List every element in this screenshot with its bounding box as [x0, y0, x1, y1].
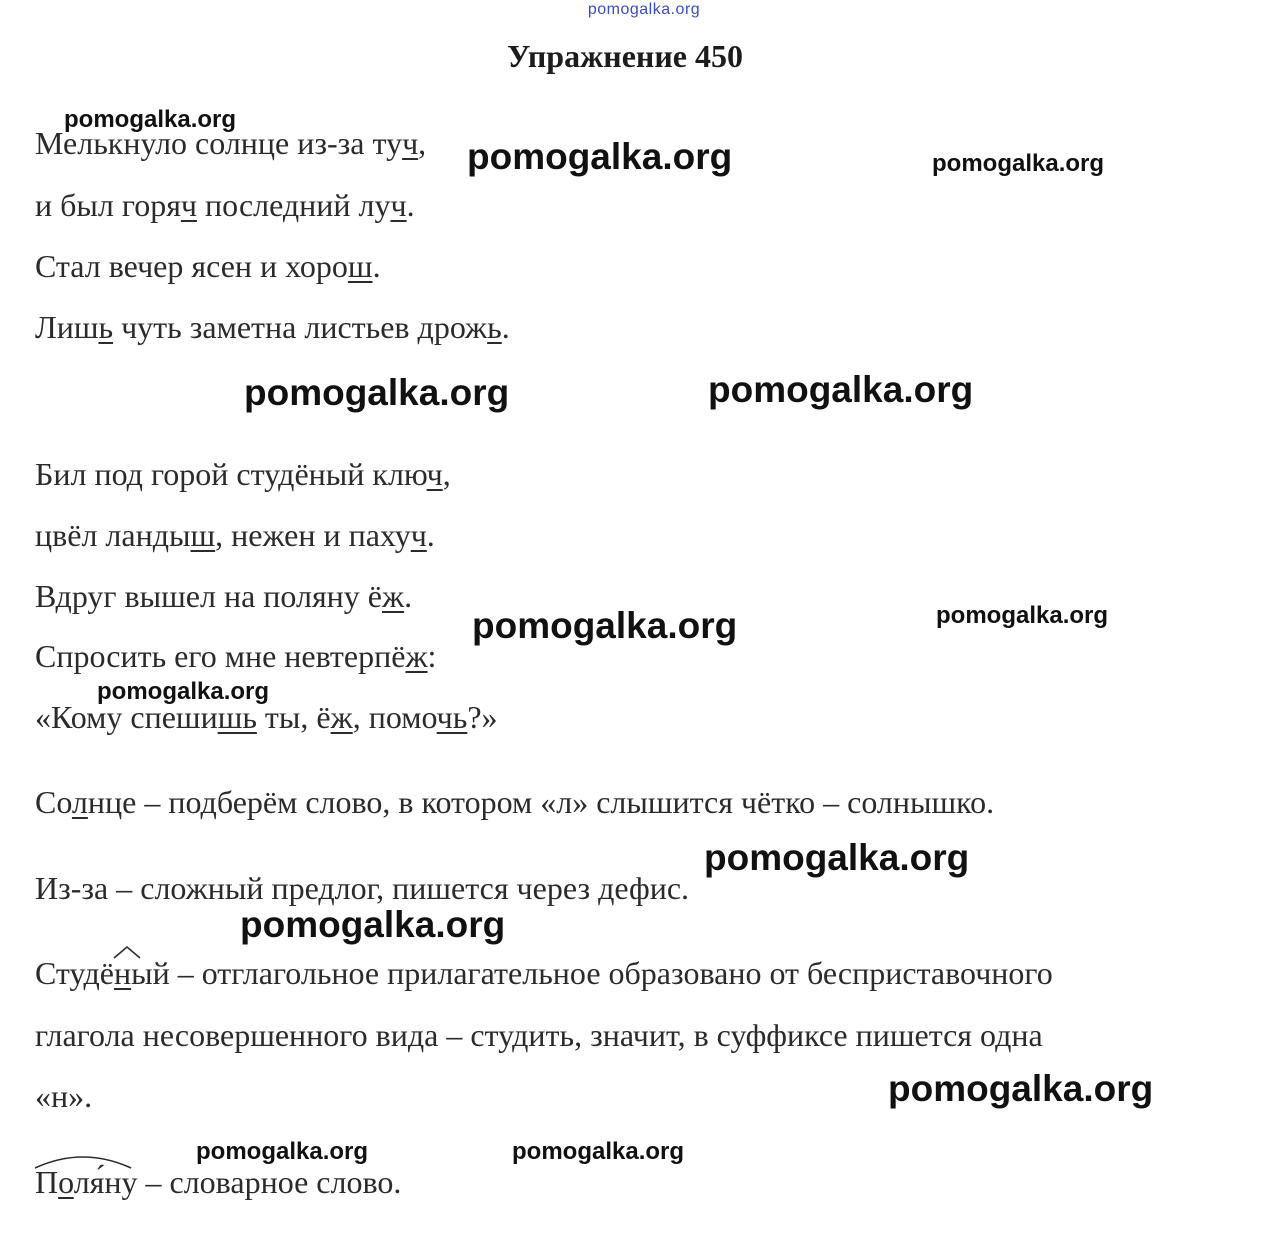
text-fragment: П [35, 1164, 59, 1200]
text-fragment: и был горя [35, 187, 181, 223]
watermark: pomogalka.org [472, 605, 738, 646]
watermark: pomogalka.org [708, 369, 974, 410]
text-fragment: Бил под горой студёный клю [35, 456, 427, 492]
underlined-letter: о [58, 1164, 74, 1200]
text-fragment: «Кому спеши [35, 699, 218, 735]
text-fragment: глагола несовершенного вида – студить, значит, в суффиксе пишется одна [35, 1017, 1043, 1053]
underlined-letter: ч [180, 187, 198, 223]
note-iz-za [35, 868, 689, 908]
text-fragment: последний лу [197, 187, 391, 223]
underlined-letter: л [71, 784, 88, 820]
underlined-letter: ч [390, 187, 407, 223]
text-fragment: . [501, 309, 510, 345]
text-fragment: . [426, 517, 435, 553]
text-fragment: цвёл ланды [35, 517, 191, 553]
text-fragment: , помо [352, 699, 437, 735]
watermark: pomogalka.org [244, 372, 510, 413]
note-studeny-end [35, 1076, 92, 1116]
text-fragment: Вдруг вышел на поляну ё [35, 578, 382, 614]
watermark: pomogalka.org [196, 1138, 369, 1165]
underlined-letter: ч [402, 125, 419, 161]
watermark: pomogalka.org [888, 1068, 1154, 1109]
text-fragment: . [372, 248, 381, 284]
text-fragment: нце – подберём слово, в котором «л» слышится чётко – солнышко. [87, 784, 995, 820]
underlined-letter: ь [98, 309, 114, 345]
underlined-letter: н [113, 955, 132, 991]
text-fragment: Студё [35, 955, 114, 991]
text-fragment: ля́ну – словарное слово. [73, 1164, 402, 1200]
text-fragment: ?» [467, 699, 498, 735]
text-fragment: , нежен и паху [215, 517, 411, 553]
page-title: Упражнение 450 [506, 38, 743, 74]
poem-line-3 [35, 246, 381, 286]
poem-line-4 [35, 307, 510, 347]
underlined-letter: ш [190, 517, 216, 553]
text-fragment: , [442, 456, 451, 492]
top-watermark: pomogalka.org [587, 1, 701, 18]
text-fragment: Спросить его мне невтерпё [35, 638, 406, 674]
poem-line-2 [35, 185, 415, 225]
text-fragment: Со [35, 784, 72, 820]
poem-line-6 [35, 515, 435, 555]
note-studeny [35, 953, 1053, 993]
underlined-letter: шь [217, 699, 257, 735]
watermark: pomogalka.org [240, 904, 506, 945]
note-studeny-cont [35, 1015, 1043, 1055]
watermark: pomogalka.org [97, 678, 270, 705]
text-fragment: : [427, 638, 437, 674]
text-fragment: Лиш [35, 309, 99, 345]
text-fragment: ый – отглагольное прилагательное образовано от бесприставочного [131, 955, 1053, 991]
underlined-letter: ш [347, 248, 373, 284]
watermark: pomogalka.org [936, 602, 1109, 629]
poem-line-7 [35, 576, 412, 616]
underlined-letter: ч [426, 456, 443, 492]
text-fragment: «н». [35, 1078, 93, 1114]
note-solnce [35, 782, 994, 822]
underlined-letter: ж [382, 578, 405, 614]
text-fragment: . [404, 578, 413, 614]
note-polyanu [35, 1162, 401, 1202]
underlined-letter: ч [410, 517, 427, 553]
text-fragment: . [406, 187, 415, 223]
underlined-letter: ж [330, 699, 353, 735]
text-fragment: Мелькнуло солнце из-за ту [35, 125, 403, 161]
poem-line-5 [35, 454, 451, 494]
watermark: pomogalka.org [512, 1138, 685, 1165]
text-fragment: Из-за – сложный предлог, пишется через дефис. [35, 870, 690, 906]
poem-line-8 [35, 636, 436, 676]
watermark: pomogalka.org [467, 136, 733, 177]
watermark: pomogalka.org [932, 150, 1105, 177]
watermark: pomogalka.org [64, 106, 237, 133]
text-fragment: Стал вечер ясен и хоро [35, 248, 348, 284]
text-fragment: , [418, 125, 427, 161]
underlined-letter: ь [487, 309, 502, 345]
watermark: pomogalka.org [704, 837, 970, 878]
underlined-letter: ж [405, 638, 428, 674]
text-fragment: чуть заметна листьев дрож [113, 309, 488, 345]
underlined-letter: чь [436, 699, 468, 735]
text-fragment: ты, ё [256, 699, 331, 735]
